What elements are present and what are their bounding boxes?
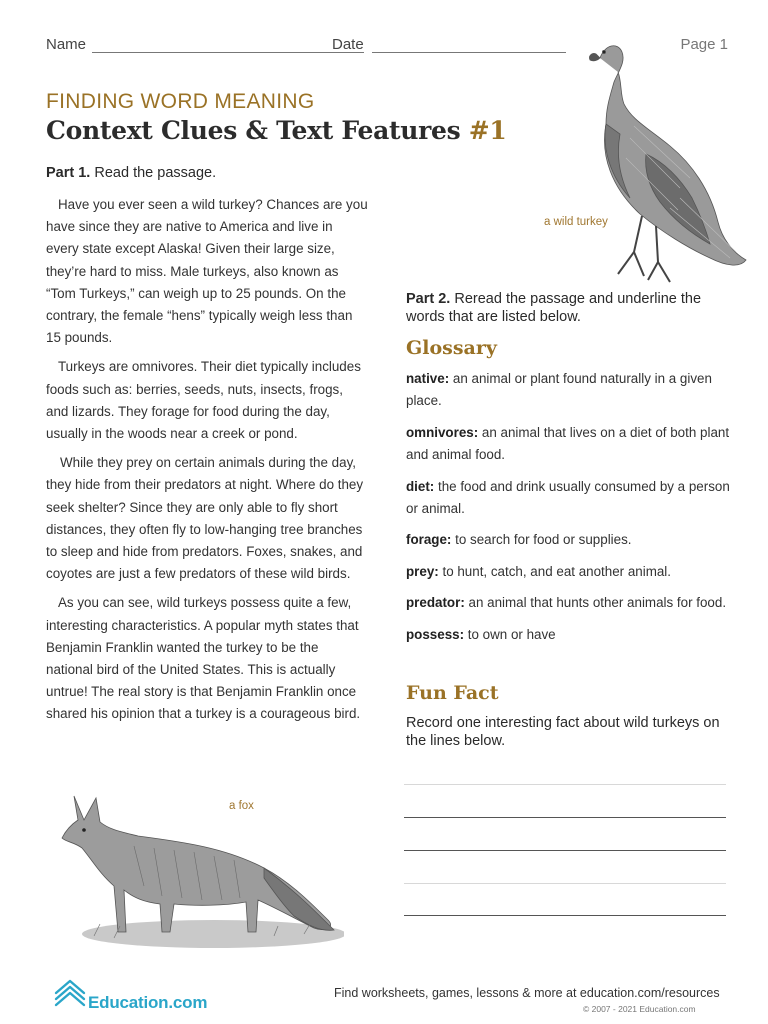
page-number: Page 1 — [680, 36, 728, 53]
part2-instruction — [406, 291, 736, 326]
answer-line[interactable] — [404, 850, 726, 851]
passage-paragraph: As you can see, wild turkeys possess quite a few, interesting characteristics. A popular myth states that Benjamin Franklin wanted the turkey to be the national bird of the United States. This is actually untrue! The real story is that Benjamin Franklin once shared his opinion that a turkey is a courageous bird. — [46, 595, 361, 722]
glossary-entry — [406, 624, 736, 646]
turkey-caption: a wild turkey — [544, 216, 608, 228]
passage-paragraph: While they prey on certain animals during the day, they hide from their predators at night. Where do they seek shelter? Since they are only able to fly short distances, they often fly to low-hanging tree branches to sleep and hide from predators. Foxes, snakes, and coyotes are just a few predators of these wild birds. — [46, 455, 364, 582]
worksheet-overline: FINDING WORD MEANING — [46, 90, 315, 113]
glossary-list — [406, 368, 736, 655]
glossary-entry — [406, 561, 736, 583]
glossary-term: native: — [406, 371, 450, 386]
answer-line[interactable] — [404, 817, 726, 818]
education-logo-text[interactable]: Education.com — [88, 993, 208, 1012]
wild-turkey-illustration — [560, 38, 750, 288]
passage-paragraph: Turkeys are omnivores. Their diet typically includes foods such as: berries, seeds, nuts, insects, frogs, and lizards. They forage for food during the day, usually in the woods near a creek or pond. — [46, 359, 361, 442]
answer-line[interactable] — [404, 784, 726, 785]
glossary-term: possess: — [406, 626, 465, 642]
date-field[interactable] — [372, 52, 566, 53]
fox-caption: a fox — [229, 800, 254, 812]
title-number: #1 — [468, 116, 507, 145]
passage-paragraph: Have you ever seen a wild turkey? Chances are you have since they are native to America and live in every state except Alaska! Given their large size, they’re hard to miss. Male turkeys, also known as “Tom Turkeys,” can weigh up to 25 pounds. On the contrary, the female “hens” typically weigh less than 15 pounds. — [46, 197, 368, 346]
glossary-entry — [406, 529, 736, 551]
glossary-heading: Glossary — [406, 337, 497, 359]
fox-illustration — [44, 786, 344, 952]
reading-passage — [46, 194, 368, 733]
worksheet-title — [46, 116, 507, 145]
fun-fact-instruction: Record one interesting fact about wild turkeys on the lines below. — [406, 715, 720, 749]
glossary-entry — [406, 368, 736, 413]
date-label: Date — [332, 36, 364, 53]
glossary-definition: an animal that lives on a diet of both plant and animal food. — [406, 424, 730, 463]
glossary-definition: an animal or plant found naturally in a given place. — [406, 371, 712, 409]
glossary-term: forage: — [406, 532, 452, 548]
answer-line[interactable] — [404, 915, 726, 916]
part1-label: Part 1. — [46, 165, 91, 181]
glossary-definition: the food and drink usually consumed by a person or animal. — [406, 478, 730, 517]
glossary-entry — [406, 476, 736, 521]
title-main: Context Clues & Text Features — [46, 116, 469, 145]
glossary-term: predator: — [406, 595, 465, 611]
glossary-entry — [406, 422, 736, 467]
glossary-definition: to search for food or supplies. — [451, 532, 632, 548]
footer-resources-text: Find worksheets, games, lessons & more at education.com/resources — [334, 986, 720, 1000]
footer-copyright: © 2007 - 2021 Education.com — [583, 1004, 696, 1014]
fun-fact-heading: Fun Fact — [406, 682, 499, 704]
name-field[interactable] — [92, 52, 364, 53]
glossary-entry — [406, 592, 736, 614]
glossary-term: diet: — [406, 478, 435, 494]
part1-instruction — [46, 165, 216, 181]
answer-line[interactable] — [404, 883, 726, 884]
glossary-definition: to own or have — [464, 626, 556, 642]
glossary-definition: an animal that hunts other animals for food. — [464, 595, 727, 611]
glossary-definition: to hunt, catch, and eat another animal. — [438, 563, 672, 579]
part2-label: Part 2. — [406, 291, 451, 307]
glossary-term: omnivores: — [406, 424, 479, 440]
education-logo-icon — [52, 977, 88, 1013]
name-label: Name — [46, 36, 87, 53]
part2-text: Reread the passage and underline the words that are listed below. — [406, 291, 702, 325]
part1-text: Read the passage. — [90, 165, 217, 181]
glossary-term: prey: — [406, 563, 439, 579]
